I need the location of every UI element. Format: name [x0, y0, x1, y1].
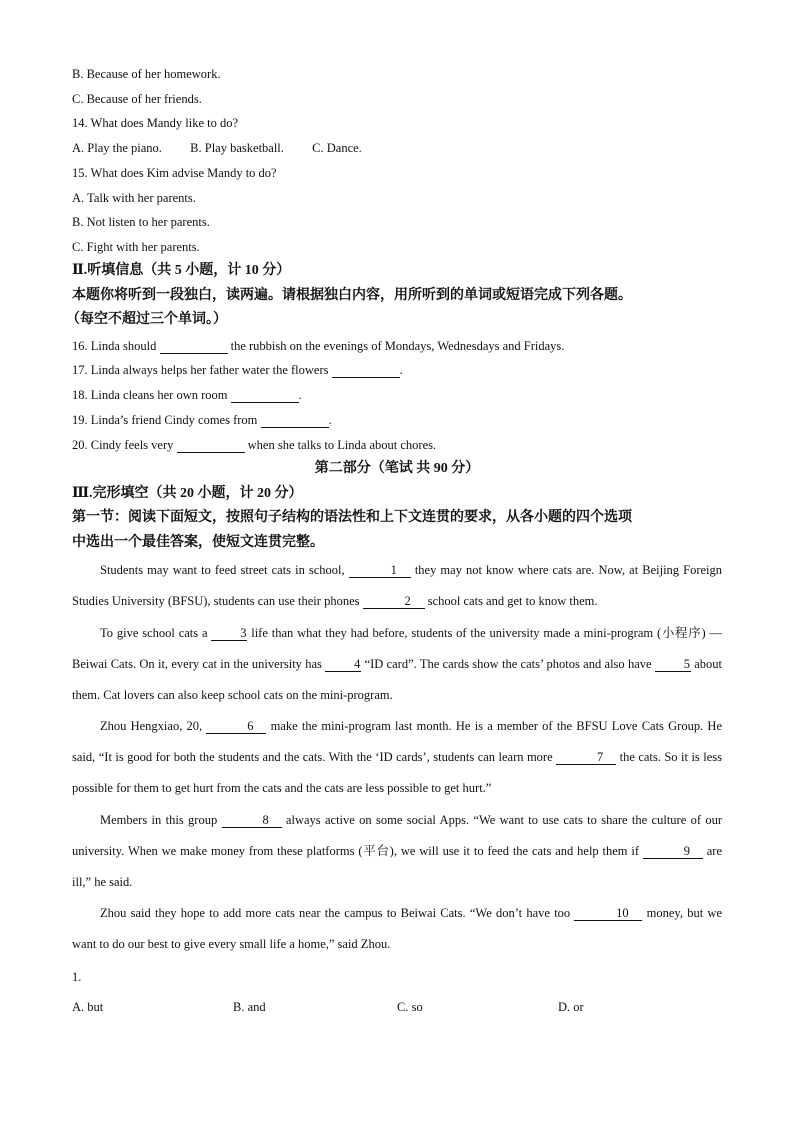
- part2-title: 第二部分（笔试 共 90 分）: [314, 461, 480, 476]
- q13-option-b: B. Because of her homework.: [72, 67, 221, 81]
- cloze-blank-7[interactable]: 7: [556, 750, 616, 765]
- passage-paragraph-5: [72, 898, 722, 960]
- q19-text-post: .: [328, 413, 332, 427]
- question-1-option-c[interactable]: C. so: [397, 1000, 423, 1014]
- passage-text: “ID card”. The cards show the cats’ photos and also have: [364, 657, 652, 671]
- passage-text: are ill,” he said.: [72, 844, 722, 889]
- question-1-option-d[interactable]: D. or: [558, 1000, 584, 1014]
- q15-stem: 15. What does Kim advise Mandy to do?: [72, 166, 277, 180]
- passage-text: school cats and get to know them.: [427, 594, 598, 608]
- cloze-blank-4[interactable]: 4: [325, 657, 361, 672]
- q16: [72, 338, 564, 354]
- q20-text-pre: 20. Cindy feels very: [72, 438, 174, 452]
- section2-instruction-2: （每空不超过三个单词。）: [66, 312, 227, 327]
- q20: [72, 437, 436, 453]
- cloze-blank-6[interactable]: 6: [206, 719, 266, 734]
- q15-option-c: C. Fight with her parents.: [72, 240, 200, 254]
- q14-options: [72, 140, 362, 156]
- cloze-blank-5[interactable]: 5: [655, 657, 691, 672]
- q18: [72, 387, 302, 403]
- passage-text: the cats. So it is less possible for them to get hurt from the cats and the cats are less possible to get hurt.”: [72, 750, 722, 795]
- q14-option-a: A. Play the piano.: [72, 141, 162, 155]
- section2-instruction-1: 本题你将听到一段独白，读两遍。请根据独白内容，用所听到的单词或短语完成下列各题。: [72, 288, 632, 303]
- q16-text-post: the rubbish on the evenings of Mondays, Wednesdays and Fridays.: [230, 339, 565, 353]
- q18-text-pre: 18. Linda cleans her own room: [72, 388, 228, 402]
- passage-text: To give school cats a: [100, 626, 208, 640]
- passage-text: always active on some social Apps. “We want to use cats to share the culture of our university. When we make money from these platforms (平台), we will use it to feed the cats and help them if: [72, 813, 723, 858]
- passage-text: about them. Cat lovers can also keep school cats on the mini-program.: [72, 657, 722, 702]
- cloze-blank-1[interactable]: 1: [349, 563, 411, 578]
- section3-instruction-1: 第一节：阅读下面短文，按照句子结构的语法性和上下文连贯的要求，从各小题的四个选项: [72, 510, 632, 525]
- cloze-blank-8[interactable]: 8: [222, 813, 282, 828]
- passage-text: make the mini-program last month. He is a member of the BFSU Love Cats Group. He said, “It is good for both the students and the cats. With the ‘ID cards’, students can learn more: [72, 719, 722, 764]
- q20-answer-blank[interactable]: [177, 438, 245, 453]
- section3-instruction-2: 中选出一个最佳答案，使短文连贯完整。: [72, 535, 324, 550]
- section2-heading: Ⅱ.听填信息（共 5 小题，计 10 分）: [72, 263, 291, 278]
- q18-text-post: .: [298, 388, 302, 402]
- q17-text-post: .: [399, 363, 403, 377]
- q15-option-b: B. Not listen to her parents.: [72, 215, 210, 229]
- q18-answer-blank[interactable]: [231, 388, 299, 403]
- q16-text-pre: 16. Linda should: [72, 339, 157, 353]
- q13-option-c: C. Because of her friends.: [72, 92, 202, 106]
- q19-answer-blank[interactable]: [261, 413, 329, 428]
- q17: [72, 362, 403, 378]
- passage-text: they may not know where cats are. Now, at Beijing Foreign Studies University (BFSU), students can use their phones: [72, 563, 723, 608]
- passage-text: life than what they had before, students of the university made a mini-program (小程序) — Beiwai Cats. On it, every cat in the university has: [72, 626, 722, 671]
- q14-stem: 14. What does Mandy like to do?: [72, 116, 239, 130]
- q17-text-pre: 17. Linda always helps her father water the flowers: [72, 363, 329, 377]
- passage-paragraph-3: [72, 711, 722, 804]
- q19-text-pre: 19. Linda’s friend Cindy comes from: [72, 413, 258, 427]
- q16-answer-blank[interactable]: [160, 339, 228, 354]
- passage-text: Zhou said they hope to add more cats near the campus to Beiwai Cats. “We don’t have too: [100, 906, 571, 920]
- cloze-blank-10[interactable]: 10: [574, 906, 642, 921]
- q20-text-post: when she talks to Linda about chores.: [247, 438, 437, 452]
- q14-option-c: C. Dance.: [312, 141, 362, 155]
- passage-paragraph-2: [72, 618, 722, 711]
- question-1-option-b[interactable]: B. and: [233, 1000, 266, 1014]
- section3-heading: Ⅲ.完形填空（共 20 小题，计 20 分）: [72, 486, 303, 501]
- passage-text: Members in this group: [100, 813, 218, 827]
- q19: [72, 412, 332, 428]
- cloze-blank-3[interactable]: 3: [211, 626, 247, 641]
- cloze-blank-9[interactable]: 9: [643, 844, 703, 859]
- question-1-number: 1.: [72, 970, 82, 984]
- q17-answer-blank[interactable]: [332, 363, 400, 378]
- passage-paragraph-1: [72, 555, 722, 617]
- passage-paragraph-4: [72, 805, 722, 898]
- passage-text: Zhou Hengxiao, 20,: [100, 719, 203, 733]
- question-1-option-a[interactable]: A. but: [72, 1000, 104, 1014]
- cloze-blank-2[interactable]: 2: [363, 594, 425, 609]
- q15-option-a: A. Talk with her parents.: [72, 191, 196, 205]
- passage-text: money, but we want to do our best to give every small life a home,” said Zhou.: [72, 906, 722, 951]
- passage-text: Students may want to feed street cats in school,: [100, 563, 345, 577]
- q14-option-b: B. Play basketball.: [190, 141, 284, 155]
